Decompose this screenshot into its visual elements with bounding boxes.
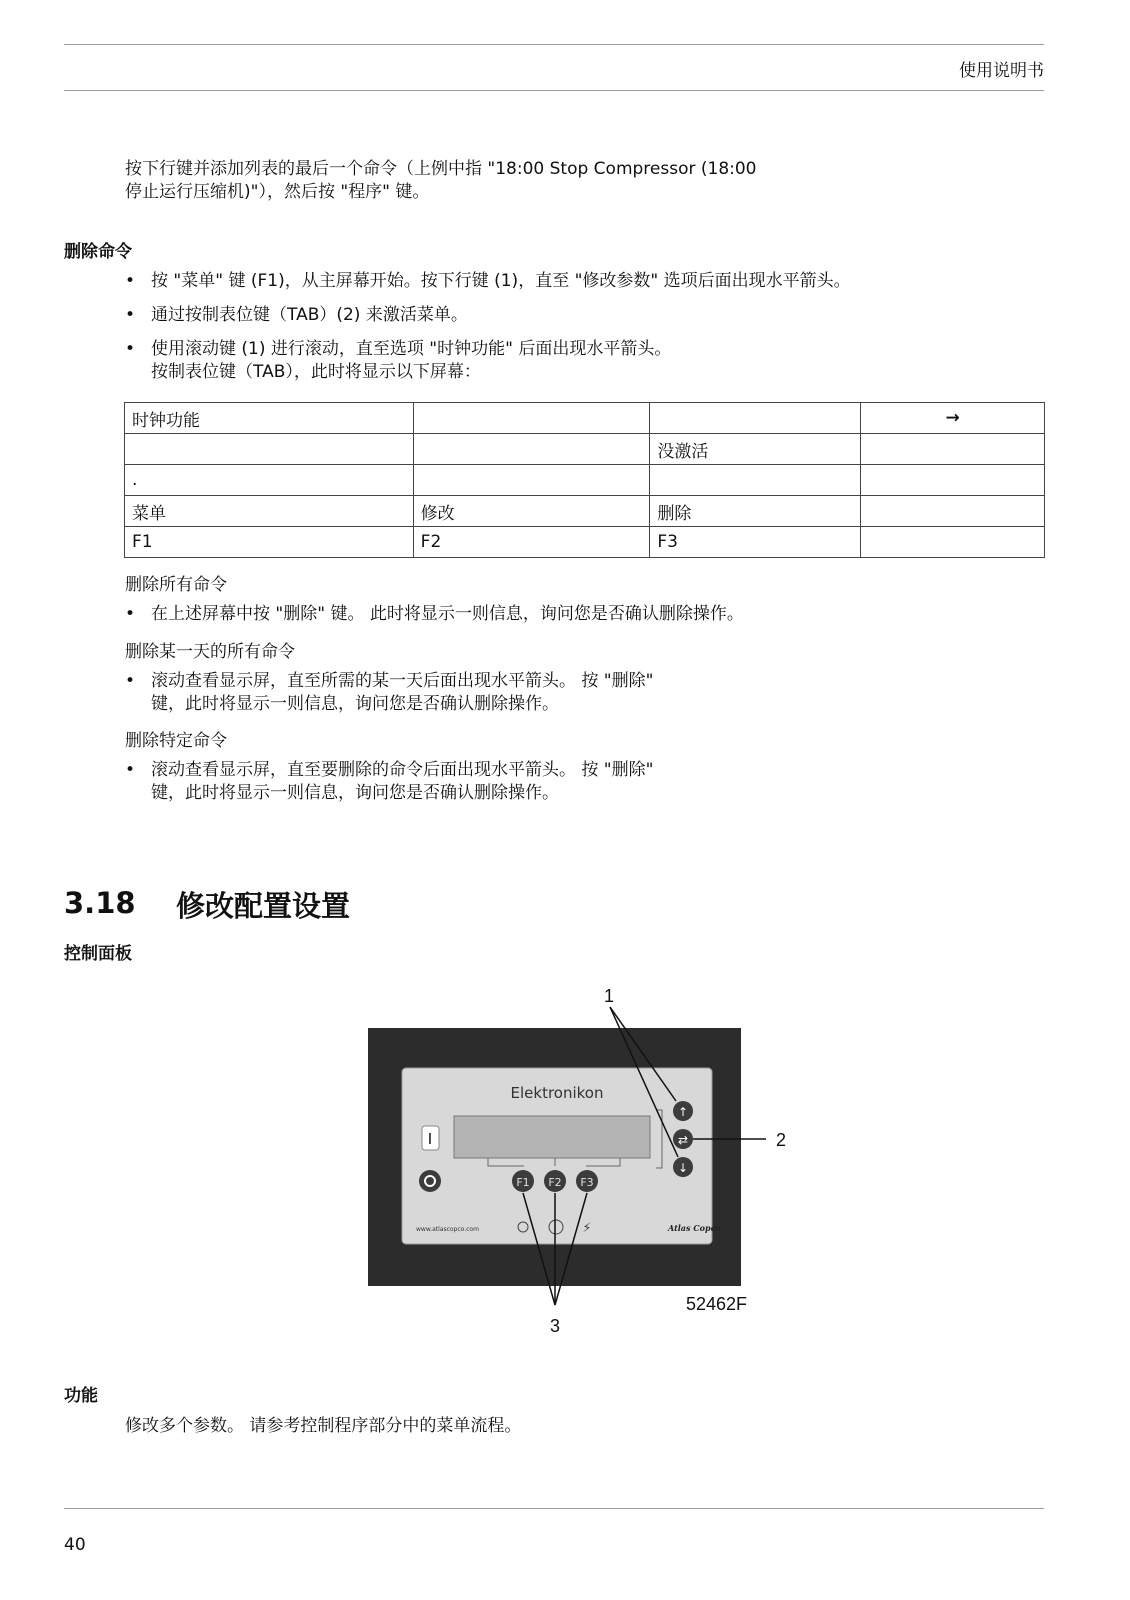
delete-day-subheading: 删除某一天的所有命令 — [125, 642, 295, 662]
control-panel-heading: 控制面板 — [64, 944, 132, 964]
arrow-up-icon: ↑ — [677, 1105, 689, 1119]
maker-logo-label: Atlas Copco — [668, 1223, 721, 1233]
bullet-text-continued: 键，此时将显示一则信息，询问您是否确认删除操作。 — [151, 694, 559, 714]
bullet-text-continued: 键，此时将显示一则信息，询问您是否确认删除操作。 — [151, 783, 559, 803]
arrow-down-icon: ↓ — [677, 1161, 689, 1175]
callout-2-label: 2 — [775, 1130, 787, 1150]
bullet-text: 滚动查看显示屏，直至要删除的命令后面出现水平箭头。 按 "删除" — [151, 760, 654, 780]
f1-key-label: F1 — [516, 1176, 530, 1189]
table-cell: 修改 — [413, 496, 650, 527]
intro-line-2: 停止运行压缩机)"），然后按 "程序" 键。 — [125, 182, 430, 202]
table-cell: F1 — [125, 527, 414, 558]
arrow-right-icon: → — [861, 403, 1045, 434]
callout-3-label: 3 — [549, 1316, 561, 1336]
footer-rule — [64, 1508, 1044, 1509]
table-cell: 时钟功能 — [125, 403, 414, 434]
bullet-dot: • — [125, 305, 136, 325]
intro-line-1: 按下行键并添加列表的最后一个命令（上例中指 "18:00 Stop Compressor (18:00 — [125, 159, 757, 179]
bullet-text: 滚动查看显示屏，直至所需的某一天后面出现水平箭头。 按 "删除" — [151, 671, 654, 691]
delete-specific-subheading: 删除特定命令 — [125, 731, 227, 751]
table-cell: . — [125, 465, 414, 496]
section-title: 修改配置设置 — [176, 889, 351, 923]
section-number: 3.18 — [64, 886, 136, 920]
brand-label: Elektronikon — [510, 1084, 604, 1102]
bullet-text: 使用滚动键 (1) 进行滚动，直至选项 "时钟功能" 后面出现水平箭头。 — [151, 339, 672, 359]
function-text: 修改多个参数。 请参考控制程序部分中的菜单流程。 — [125, 1416, 522, 1436]
delete-commands-heading: 删除命令 — [64, 242, 132, 262]
bullet-dot: • — [125, 671, 136, 691]
bullet-text: 通过按制表位键（TAB）(2) 来激活菜单。 — [151, 305, 468, 325]
table-cell: 菜单 — [125, 496, 414, 527]
bullet-dot: • — [125, 604, 136, 624]
figure-code: 52462F — [686, 1294, 748, 1314]
header-title: 使用说明书 — [959, 61, 1044, 81]
display-window — [454, 1116, 650, 1158]
function-heading: 功能 — [64, 1386, 98, 1406]
bullet-dot: • — [125, 760, 136, 780]
f2-key-label: F2 — [548, 1176, 562, 1189]
delete-all-subheading: 删除所有命令 — [125, 575, 227, 595]
callout-1-label: 1 — [603, 986, 615, 1006]
tab-icon: ⇄ — [677, 1133, 689, 1147]
page-number: 40 — [64, 1535, 86, 1555]
table-cell: F3 — [650, 527, 861, 558]
table-cell: F2 — [413, 527, 650, 558]
bullet-dot: • — [125, 271, 136, 291]
bullet-text-continued: 按制表位键（TAB），此时将显示以下屏幕： — [151, 362, 481, 382]
start-symbol: I — [427, 1130, 433, 1148]
table-cell: 没激活 — [650, 434, 861, 465]
bullet-text: 在上述屏幕中按 "删除" 键。 此时将显示一则信息，询问您是否确认删除操作。 — [151, 604, 744, 624]
stop-button[interactable] — [419, 1170, 441, 1192]
bullet-text: 按 "菜单" 键 (F1)，从主屏幕开始。按下行键 (1)，直至 "修改参数" 选项后面出现水平箭头。 — [151, 271, 851, 291]
table-cell: 删除 — [650, 496, 861, 527]
f3-key-label: F3 — [580, 1176, 594, 1189]
bullet-dot: • — [125, 339, 136, 359]
website-label: www.atlascopco.com — [416, 1226, 479, 1233]
voltage-icon: ⚡ — [582, 1221, 592, 1236]
